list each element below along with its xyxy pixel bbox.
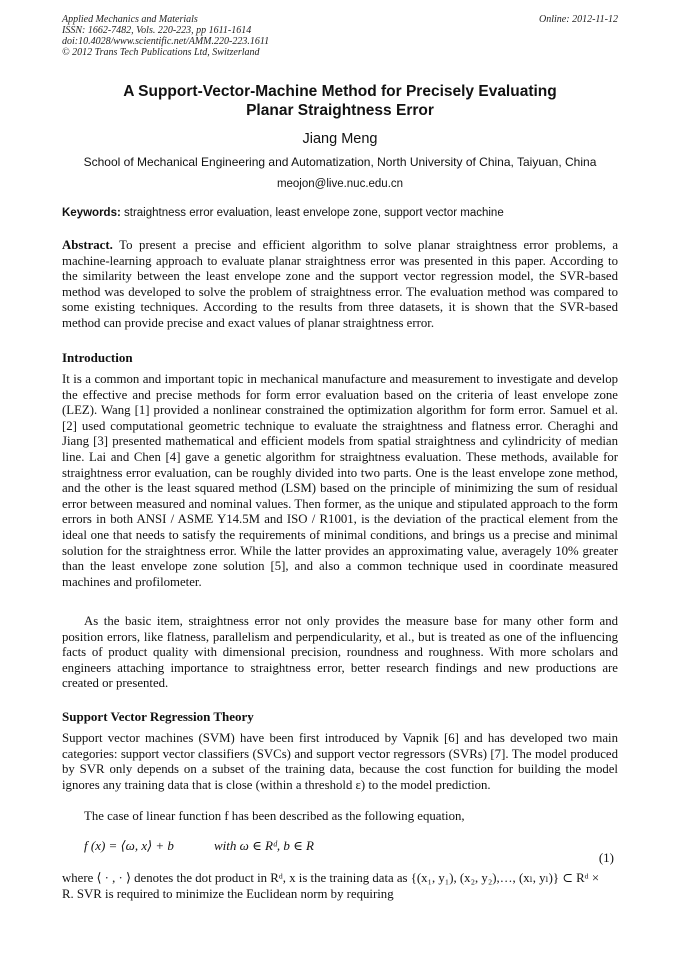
svr-paragraph-2: The case of linear function f has been described as the following equation, — [84, 809, 465, 823]
title-line-1: A Support-Vector-Machine Method for Precisely Evaluating — [123, 83, 557, 100]
equation-condition: with ω ∈ Rᵈ, b ∈ R — [214, 838, 314, 853]
affiliation: School of Mechanical Engineering and Automatization, North University of China, Taiyuan, China — [83, 155, 597, 169]
paper-title — [62, 82, 618, 120]
author-name: Jiang Meng — [302, 131, 378, 147]
journal-doi: doi:10.4028/www.scientific.net/AMM.220-223.1611 — [62, 36, 270, 47]
equation-number: (1) — [598, 850, 614, 865]
svr-paragraph-1: Support vector machines (SVM) have been first introduced by Vapnik [6] and has developed two main categories: support vector classifiers (SVCs) and support vector regressors (SVRs) [7]. The model produced by SVR only depends on a subset of the training data, because the cost function for building the model ignores any training data that is close (within a threshold ε) to the model prediction. — [62, 731, 618, 792]
title-line-2: Planar Straightness Error — [246, 102, 434, 119]
keywords-line — [62, 207, 618, 219]
abstract-paragraph — [62, 238, 618, 332]
copyright-line: © 2012 Trans Tech Publications Ltd, Switzerland — [62, 47, 260, 58]
online-date: Online: 2012-11-12 — [539, 14, 618, 25]
equation-1 — [62, 838, 618, 868]
section-heading-svr: Support Vector Regression Theory — [62, 709, 254, 724]
keywords-label: Keywords: — [62, 207, 121, 219]
equation-lhs: f (x) = ⟨ω, x⟩ + b — [84, 838, 174, 853]
journal-header — [62, 14, 618, 58]
keywords-text: straightness error evaluation, least envelope zone, support vector machine — [124, 207, 504, 219]
abstract-text: To present a precise and efficient algorithm to solve planar straightness error problems, a machine-learning approach to evaluate planar straightness error was presented in this paper. According to the similarity between the least envelope zone and the support vector regression model, the SVR-based method was developed to solve the problem of straightness error. The evaluation method was compared to some existing techniques. According to the results from three datasets, it is shown that the SVR-based method can provide precise and exact values of planar straightness error. — [62, 238, 619, 330]
journal-issn: ISSN: 1662-7482, Vols. 220-223, pp 1611-1614 — [62, 25, 252, 36]
where-line-1: where ⟨ · , · ⟩ denotes the dot product in Rᵈ, x is the training data as {(x₁, y₁), (x₂, y₂),…, (xₗ, yₗ)} ⊂ Rᵈ × — [62, 871, 600, 885]
where-line-2: R. SVR is required to minimize the Euclidean norm by requiring — [62, 886, 394, 901]
section-heading-introduction: Introduction — [62, 350, 133, 365]
author-email: meojon@live.nuc.edu.cn — [276, 178, 404, 190]
journal-name: Applied Mechanics and Materials — [62, 14, 198, 25]
abstract-label: Abstract. — [62, 238, 113, 252]
intro-paragraph-1: It is a common and important topic in mechanical manufacture and measurement to investigate and develop the effective and precise methods for form error evaluation based on the criteria of least envelope zone (LEZ). Wang [1] provided a nonlinear constrained the optimization algorithm for form error. Samuel et al. [2] used computational geometric technique to evaluate the straightness and flatness error. Cheraghi and Jiang [3] presented mathematical and efficient models from spatial straightness and cylindricity of median line. Lai and Chen [4] gave a genetic algorithm for straightness evaluation. These methods, available for straightness error evaluation, can be roughly divided into two parts. One is the least envelope zone method, and the other is the least squared method (LSM) based on the principle of minimizing the sum of residual error between measured and nominal values. Then former, as the unique and stipulated approach to the form errors in both ANSI / ASME Y14.5M and ISO / R1001, is the deviation of the practical element from the ideal one that needs to satisfy the requirements of minimal conditions, and brings us a precise and minimal solution for the straightness error. While the latter provides an approximating value, averagely 10% greater than the least envelope zone solution [5], and also a common technique used in coordinate measured machines and profilometer. — [62, 372, 618, 589]
intro-paragraph-2: As the basic item, straightness error not only provides the measure base for many other form and position errors, like flatness, parallelism and perpendicularity, et al., but is treated as one of the influencing facts of product quality with dimensional precision, roundness and roughness. With more scholars and engineers attaching importance to straightness error, better research findings and new productions are created or presented. — [62, 614, 618, 691]
where-paragraph — [62, 871, 618, 902]
